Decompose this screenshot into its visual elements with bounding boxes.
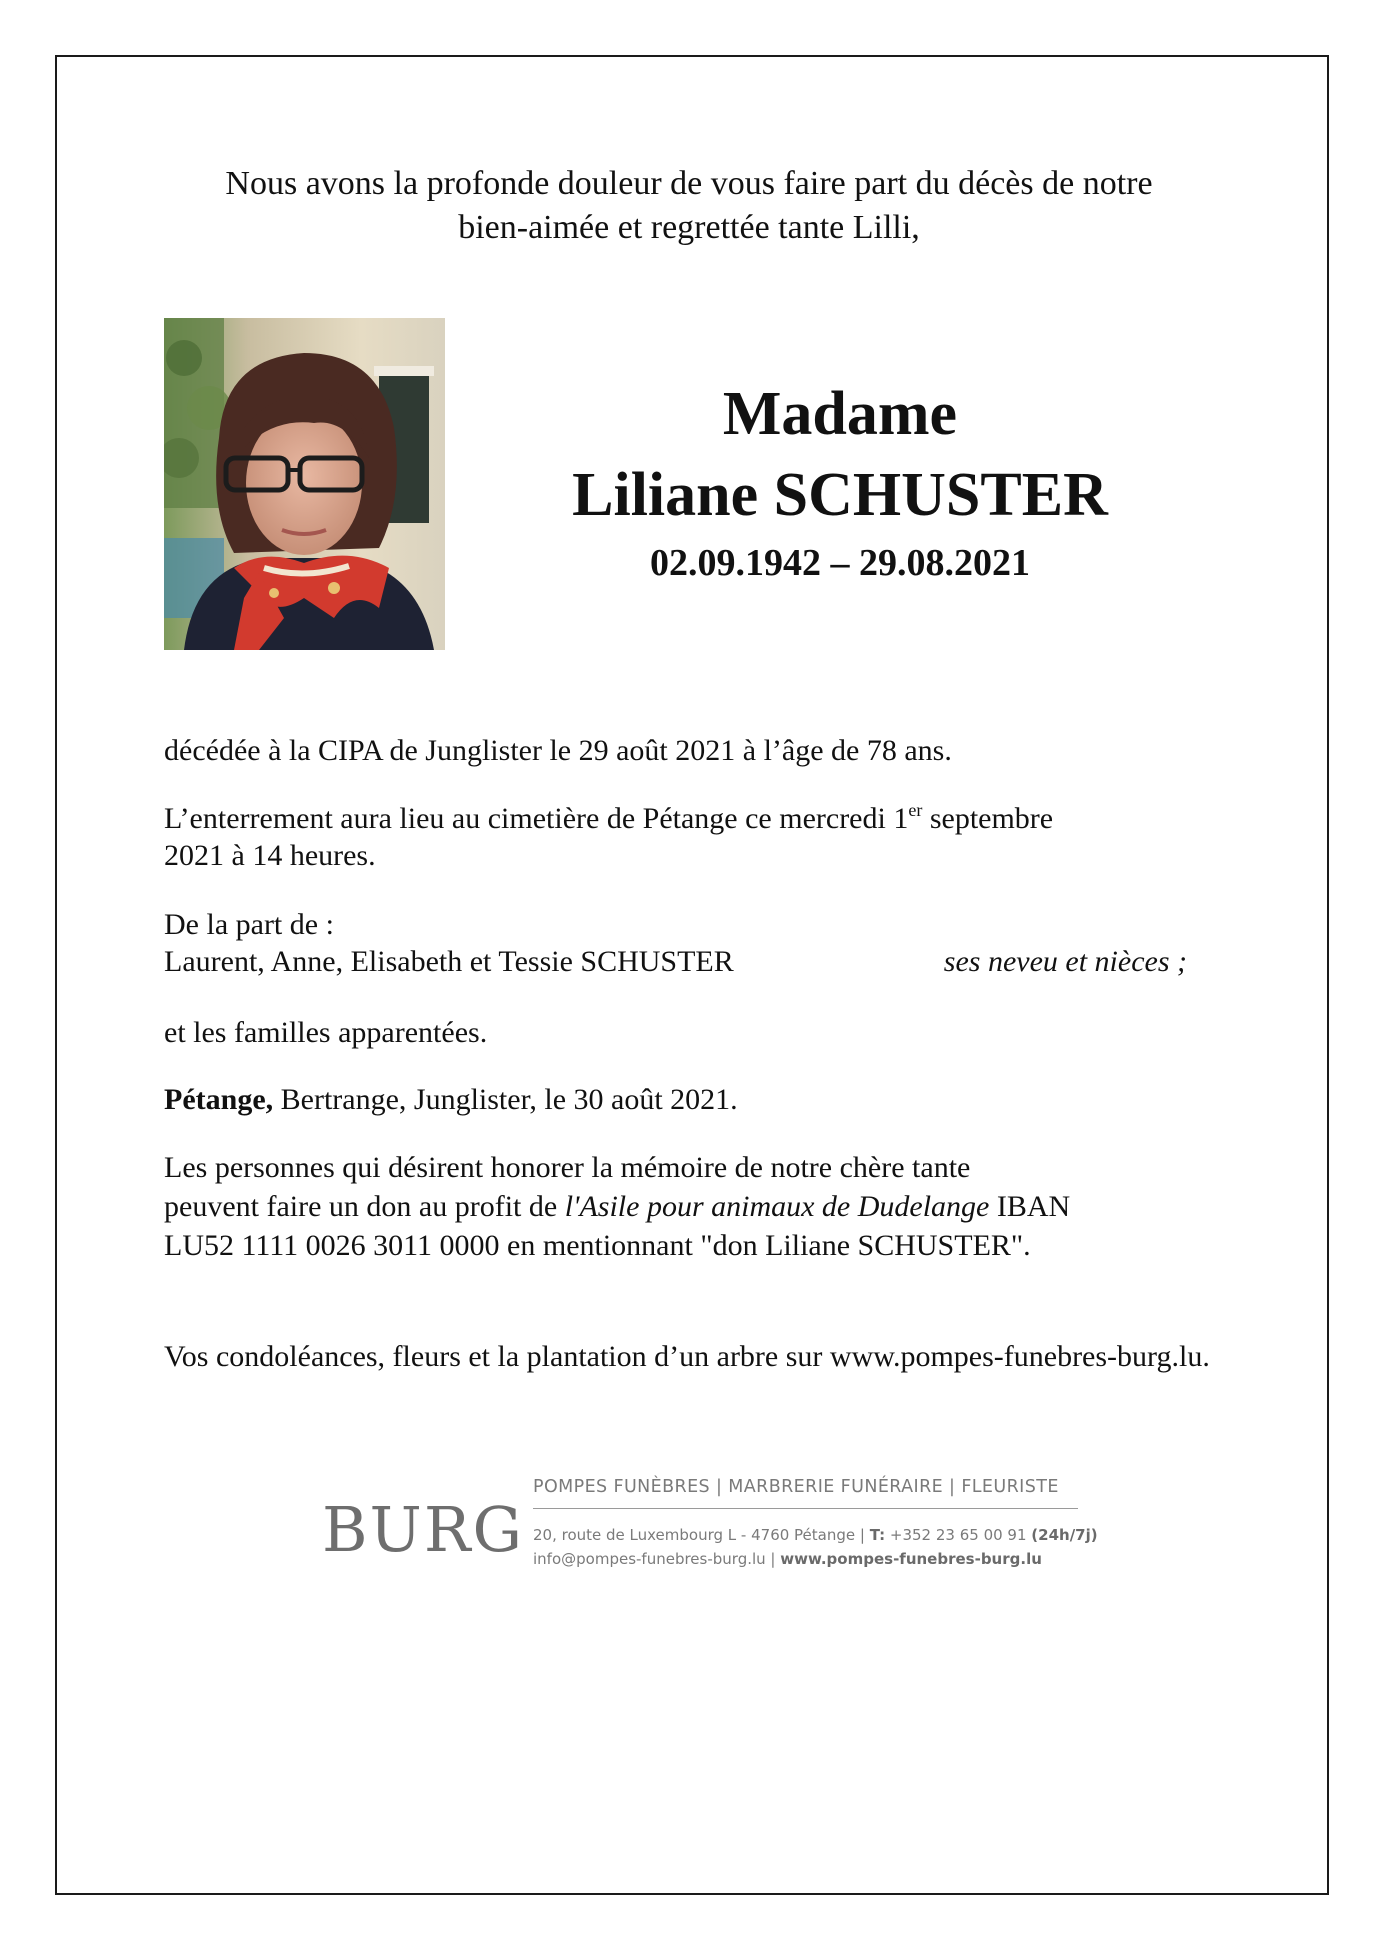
deceased-dates: 02.09.1942 – 29.08.2021 (650, 542, 1030, 584)
deceased-name: Liliane SCHUSTER (572, 461, 1108, 529)
footer-phone-label: T: (869, 1526, 886, 1544)
place-rest: Bertrange, Junglister, le 30 août 2021. (273, 1083, 738, 1116)
footer-website[interactable]: www.pompes-funebres-burg.lu (780, 1550, 1042, 1568)
death-notice: décédée à la CIPA de Junglister le 29 août 2021 à l’âge de 78 ans. (164, 734, 952, 767)
family-names: Laurent, Anne, Elisabeth et Tessie SCHUSTER (164, 945, 734, 978)
deceased-portrait (164, 318, 445, 650)
family-relation: ses neveu et nièces ; (943, 945, 1187, 978)
intro-announcement (150, 162, 1228, 250)
donation-line-1: Les personnes qui désirent honorer la mémoire de notre chère tante (164, 1151, 971, 1184)
donation-line-3: LU52 1111 0026 3011 0000 en mentionnant "don Liliane SCHUSTER". (164, 1229, 1031, 1262)
burial-superscript: er (908, 800, 923, 820)
donation-charity: l'Asile pour animaux de Dudelange (564, 1190, 990, 1223)
intro-line-1: Nous avons la profonde douleur de vous faire part du décès de notre (225, 165, 1153, 202)
donation-line-2b: IBAN (989, 1190, 1071, 1223)
footer-email[interactable]: info@pompes-funebres-burg.lu | (533, 1550, 781, 1568)
deceased-title: Madame (722, 380, 958, 448)
burial-line-2: 2021 à 14 heures. (164, 839, 376, 872)
burial-text-b: septembre (922, 802, 1054, 835)
deceased-name-block (500, 375, 1180, 587)
burial-notice (164, 800, 1214, 874)
footer-contact-line (533, 1547, 1078, 1571)
from-label: De la part de : (164, 908, 334, 941)
donation-notice (164, 1148, 1214, 1265)
footer-address-line (533, 1523, 1098, 1547)
place-bold: Pétange, (164, 1083, 274, 1116)
footer-phone-hours: (24h/7j) (1031, 1526, 1098, 1544)
place-date-line (164, 1081, 1214, 1118)
footer-services: POMPES FUNÈBRES | MARBRERIE FUNÉRAIRE | FLEURISTE (533, 1475, 1078, 1509)
condolences-notice: Vos condoléances, fleurs et la plantation d’un arbre sur www.pompes-funebres-burg.lu. (164, 1340, 1210, 1373)
burg-logo: BURG (322, 1493, 525, 1566)
footer-phone: +352 23 65 00 91 (885, 1526, 1032, 1544)
burial-text-a: L’enterrement aura lieu au cimetière de Pétange ce mercredi 1 (164, 802, 909, 835)
family-section (164, 906, 1214, 980)
donation-line-2a: peuvent faire un don au profit de (164, 1190, 565, 1223)
footer-info (533, 1475, 1098, 1571)
relatives-line: et les familles apparentées. (164, 1016, 488, 1049)
intro-line-2: bien-aimée et regrettée tante Lilli, (458, 209, 920, 246)
footer-address: 20, route de Luxembourg L - 4760 Pétange | (533, 1526, 870, 1544)
